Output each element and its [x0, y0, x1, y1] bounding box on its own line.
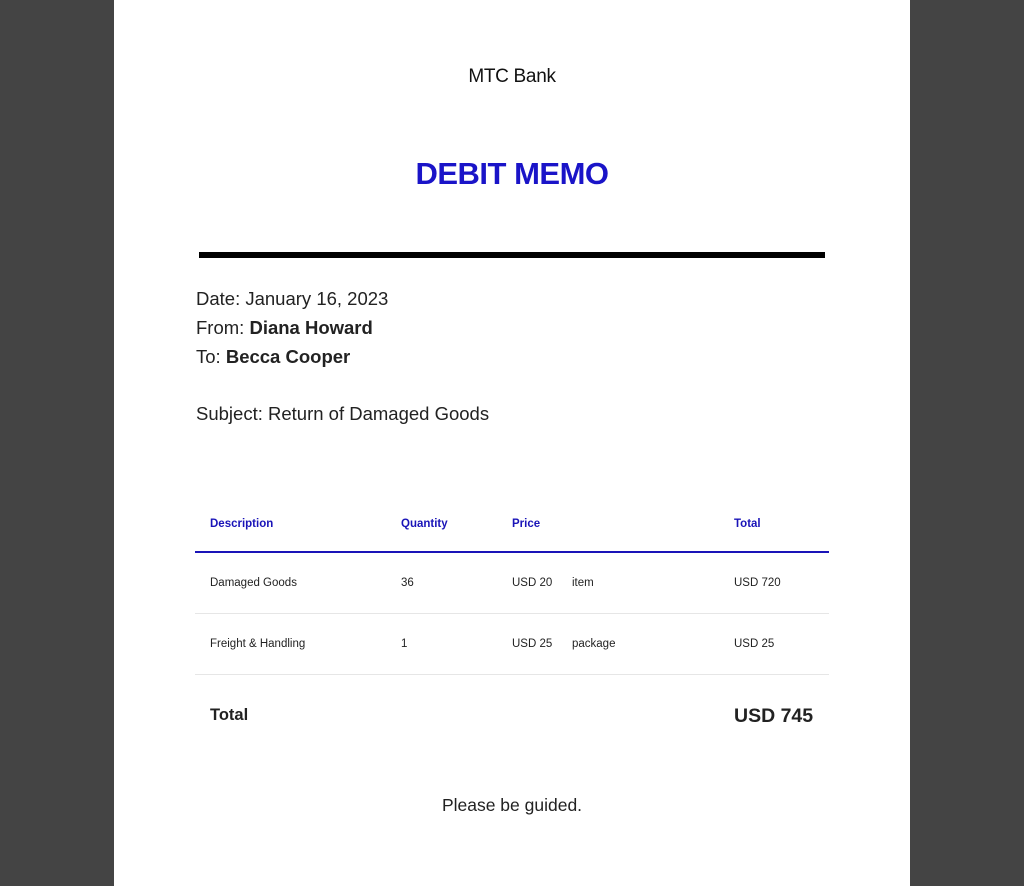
header-total: Total: [719, 497, 829, 552]
date-value: January 16, 2023: [245, 288, 389, 309]
grand-total-label: Total: [210, 706, 249, 724]
cell-total: USD 720: [719, 552, 829, 613]
to-row: [196, 342, 489, 371]
table-row: [195, 613, 829, 674]
cell-description: Damaged Goods: [195, 552, 386, 613]
cell-quantity: 1: [386, 613, 497, 674]
cell-description: Freight & Handling: [195, 613, 386, 674]
document-page: [114, 0, 910, 886]
from-label: From:: [196, 317, 245, 338]
memo-details: [196, 284, 489, 428]
date-label: Date:: [196, 288, 241, 309]
grand-total-row: [195, 676, 829, 756]
cell-unit: package: [572, 613, 719, 674]
closing-note: Please be guided.: [441, 795, 583, 815]
table-header-row: [195, 497, 829, 552]
header-description: Description: [195, 497, 386, 552]
bank-name: MTC Bank: [468, 66, 556, 87]
header-quantity: Quantity: [386, 497, 497, 552]
memo-title: DEBIT MEMO: [415, 156, 609, 191]
subject-row: [196, 399, 489, 428]
header-price: Price: [497, 497, 572, 552]
table-row: [195, 552, 829, 613]
cell-quantity: 36: [386, 552, 497, 613]
subject-label: Subject:: [196, 403, 263, 424]
to-label: To:: [196, 346, 221, 367]
from-value: Diana Howard: [249, 317, 373, 338]
header-divider: [199, 252, 825, 258]
cell-unit: item: [572, 552, 719, 613]
items-table: [195, 497, 829, 675]
to-value: Becca Cooper: [225, 346, 351, 367]
header-unit: [572, 497, 719, 552]
from-row: [196, 313, 489, 342]
cell-total: USD 25: [719, 613, 829, 674]
subject-value: Return of Damaged Goods: [268, 403, 490, 424]
grand-total-value: USD 745: [734, 705, 814, 727]
cell-price: USD 25: [497, 613, 572, 674]
date-row: [196, 284, 489, 313]
cell-price: USD 20: [497, 552, 572, 613]
